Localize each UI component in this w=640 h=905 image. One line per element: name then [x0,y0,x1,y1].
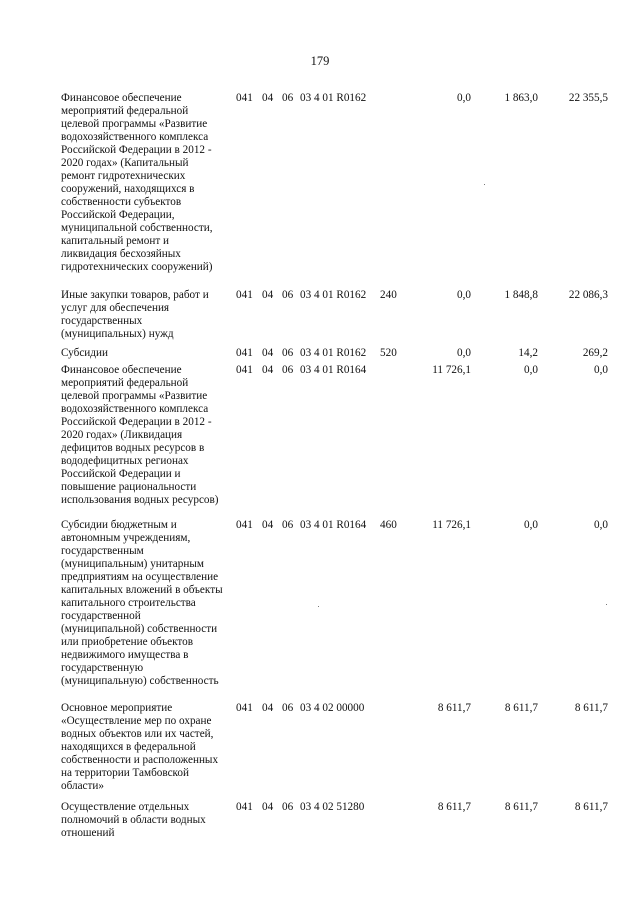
page-number: 179 [310,54,330,68]
ministry-code: 041 [236,364,253,376]
target-code: 03 4 02 00000 [300,702,365,714]
subsection-code: 06 [282,519,294,531]
amount-2: 0,0 [524,519,538,531]
row-name: Финансовое обеспечение мероприятий федеральной целевой программы «Развитие водохозяйственного комплекса Российской Федерации в 2012 - 2020 годах» (Капитальный ремонт гидротехнических сооружений, находящихся в собственности субъектов Российской Федерации, муниципальной собственности, капитальный ремонт и ликвидация бесхозяйных гидротехнических сооружений) [61,92,213,273]
ministry-code: 041 [236,519,253,531]
amount-2: 1 863,0 [504,92,538,104]
expense-type-code: 240 [380,289,397,301]
amount-3: 22 355,5 [568,92,608,104]
target-code: 03 4 01 R0162 [300,92,367,104]
amount-1: 0,0 [457,347,471,359]
subsection-code: 06 [282,702,294,714]
target-code: 03 4 01 R0164 [300,519,367,531]
scan-speck [318,606,319,607]
amount-1: 0,0 [457,289,471,301]
ministry-code: 041 [236,702,253,714]
ministry-code: 041 [236,289,253,301]
scan-speck [484,184,485,185]
amount-1: 8 611,7 [437,702,471,714]
amount-3: 0,0 [594,364,608,376]
amount-3: 8 611,7 [574,702,608,714]
section-code: 04 [262,702,274,714]
row-name: Субсидии бюджетным и автономным учреждениям, государственным (муниципальным) унитарным предприятиям на осуществление капитальных вложений в объекты капитального строительства государственной (муниципальной) собственности или приобретение объектов недвижимого имущества в государственную (муниципальную) собственность [61,519,223,687]
target-code: 03 4 01 R0164 [300,364,367,376]
row-name: Иные закупки товаров, работ и услуг для обеспечения государственных (муниципальных) нужд [61,289,209,340]
amount-2: 8 611,7 [504,702,538,714]
subsection-code: 06 [282,364,294,376]
ministry-code: 041 [236,92,253,104]
amount-2: 8 611,7 [504,801,538,813]
section-code: 04 [262,364,274,376]
row-name: Субсидии [61,347,108,359]
amount-1: 8 611,7 [437,801,471,813]
target-code: 03 4 02 51280 [300,801,365,813]
amount-2: 0,0 [524,364,538,376]
section-code: 04 [262,92,274,104]
ministry-code: 041 [236,347,253,359]
amount-3: 0,0 [594,519,608,531]
ministry-code: 041 [236,801,253,813]
amount-1: 0,0 [457,92,471,104]
row-name: Основное мероприятие «Осуществление мер по охране водных объектов или их частей, находящихся в федеральной собственности и расположенных на территории Тамбовской области» [61,702,219,792]
amount-1: 11 726,1 [432,364,471,376]
row-name: Финансовое обеспечение мероприятий федеральной целевой программы «Развитие водохозяйственного комплекса Российской Федерации в 2012 - 2020 годах» (Ликвидация дефицитов водных ресурсов в вододефицитных регионах Российской Федерации и повышение рациональности использования водных ресурсов) [61,364,219,506]
expense-type-code: 520 [380,347,397,359]
amount-3: 8 611,7 [574,801,608,813]
target-code: 03 4 01 R0162 [300,347,367,359]
expense-type-code: 460 [380,519,397,531]
section-code: 04 [262,519,274,531]
amount-3: 22 086,3 [568,289,608,301]
subsection-code: 06 [282,801,294,813]
subsection-code: 06 [282,92,294,104]
amount-3: 269,2 [582,347,608,359]
amount-2: 1 848,8 [504,289,538,301]
target-code: 03 4 01 R0162 [300,289,367,301]
amount-2: 14,2 [518,347,538,359]
subsection-code: 06 [282,347,294,359]
section-code: 04 [262,289,274,301]
scan-speck [606,604,607,605]
section-code: 04 [262,347,274,359]
amount-1: 11 726,1 [432,519,471,531]
row-name: Осуществление отдельных полномочий в области водных отношений [61,801,206,839]
section-code: 04 [262,801,274,813]
subsection-code: 06 [282,289,294,301]
